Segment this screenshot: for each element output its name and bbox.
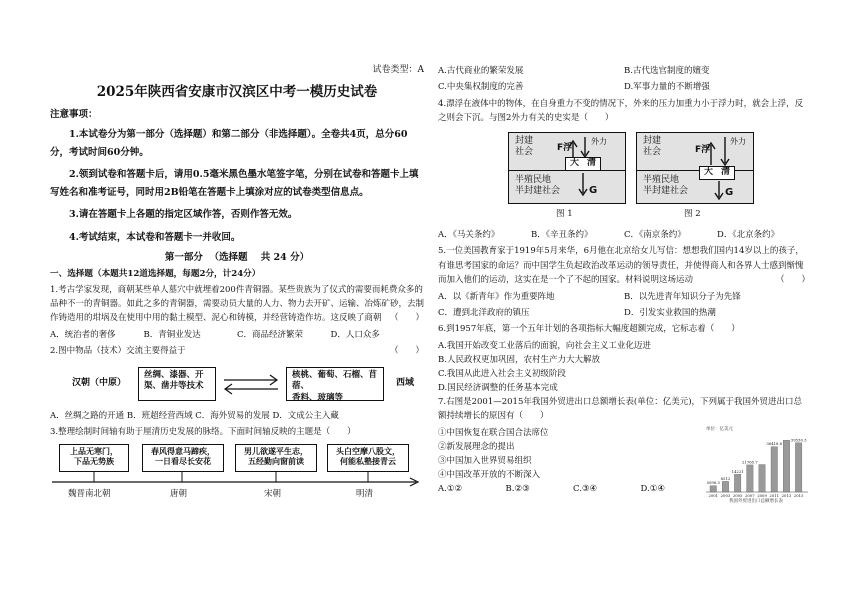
q6-option-d: D.国民经济调整的任务基本完成 xyxy=(438,382,558,393)
q2-text: 2.图中物品（技术）交流主要得益于 xyxy=(50,346,186,357)
timeline-box-2-line-2: 一日看尽长安花 xyxy=(155,456,211,467)
q1-stem xyxy=(50,283,424,326)
q3-option-d: D.军事力量的不断增强 xyxy=(624,82,710,93)
chart-bar-2013 xyxy=(783,440,790,492)
note-1: 1.本试卷分为第一部分（选择题）和第二部分（非选择题）。全卷共4页，总分60分，考试时间60分钟。 xyxy=(50,129,408,158)
q5-option-d: D．引发实业救国的热潮 xyxy=(624,307,716,318)
q4-option-c: C．《南京条约》 xyxy=(624,229,686,240)
q3-option-c: C.中央集权制度的完善 xyxy=(438,82,524,93)
chart-bar-2009 xyxy=(759,464,766,491)
q4-stem: 4.漂浮在液体中的物体，在自身重力不变的情况下，外来的压力加重力小于浮力时，就会上浮，反之则会下沉。与图2外力有关的史实是（ ） xyxy=(438,98,804,124)
fig1-bottom-line-2: 半封建社会 xyxy=(515,186,561,196)
chart-value-label-2005: 14221 xyxy=(731,468,744,474)
era-label-1: 魏晋南北朝 xyxy=(68,488,111,499)
q3-option-a: A.古代商业的繁荣发展 xyxy=(438,66,524,76)
timeline-box-2-line-1: 春风得意马蹄疾， xyxy=(151,445,215,456)
fig1-top-line-2: 社会 xyxy=(515,147,534,157)
right-column xyxy=(438,64,810,504)
fig2-block-char-1: 大 xyxy=(703,167,713,177)
fig1-qing-block xyxy=(565,157,601,171)
timeline-box-3-line-1: 男儿欲遂平生志， xyxy=(244,445,308,456)
q7-option-b: B.②③ xyxy=(505,483,530,494)
q4-figures xyxy=(438,128,810,226)
timeline-box-2 xyxy=(142,444,224,472)
chart-bar-2007 xyxy=(747,465,754,492)
chart-category-label-2003: 2003 xyxy=(720,492,731,498)
chart-category-label-2007: 2007 xyxy=(745,492,755,498)
timeline-box-1-line-1: 上品无寒门， xyxy=(70,445,118,456)
q2-stem xyxy=(50,344,424,358)
chart-value-label-2001: 5096.5 xyxy=(706,479,720,485)
timeline-box-1 xyxy=(59,444,129,472)
q4-options xyxy=(438,228,810,242)
q1-option-d: D．人口众多 xyxy=(330,329,380,340)
timeline-box-3 xyxy=(235,444,317,472)
chart-category-label-2015: 2015 xyxy=(793,492,804,498)
chart-value-label-2007: 21765.7 xyxy=(741,459,758,465)
fig2-qing-block xyxy=(699,166,735,180)
q3-timeline xyxy=(50,444,424,502)
q7-option-d: D.①④ xyxy=(640,483,665,494)
fig2-force-label: 外力 xyxy=(730,136,746,146)
q3-option-b: B.古代选官制度的嬗变 xyxy=(624,66,710,76)
fig1-gravity-label: G xyxy=(589,184,598,196)
fig2-bottom-line-2: 半封建社会 xyxy=(643,186,689,196)
q6-stem: 6.到1957年底，第一个五年计划的各项指标大幅度超额完成，它标志着（ ） xyxy=(438,324,740,335)
timeline-box-4-line-1: 头白空摩八股文， xyxy=(336,445,400,456)
chart-bar-2003 xyxy=(722,481,729,492)
fig1-block-char-1: 大 xyxy=(569,158,579,168)
fig1-float-label: F浮 xyxy=(557,142,573,153)
q2-right-line-2: 香料、玻璃等 xyxy=(292,392,344,403)
fig1-bottom-line-1: 半殖民地 xyxy=(515,174,552,185)
fig2-top-line-2: 社会 xyxy=(643,147,662,157)
q7-option-a: A.①② xyxy=(438,483,463,494)
era-label-4: 明清 xyxy=(356,488,374,499)
timeline-box-4 xyxy=(327,444,409,472)
left-column xyxy=(50,64,424,502)
chart-value-label-2015: 39530.3 xyxy=(790,437,807,443)
fig1-caption: 图 1 xyxy=(556,208,573,219)
chart-bar-2015 xyxy=(795,443,802,492)
timeline-box-3-line-2: 五经勤向窗前读 xyxy=(248,456,304,467)
q7-item-3: ③中国加入世界贸易组织 xyxy=(438,455,532,466)
q3-options-row-1 xyxy=(438,64,810,78)
q6-option-a: A.我国开始改变工业落后的面貌，向社会主义工业化迈进 xyxy=(438,340,651,351)
figure-1 xyxy=(508,132,626,204)
exchange-arrows-icon xyxy=(222,372,280,396)
q2-right-label: 西域 xyxy=(396,377,415,388)
note-2: 2.领到试卷和答题卡后，请用0.5毫米黑色墨水笔签字笔，分别在试卷和答题卡上填写姓名和准考证号，同时用2B铅笔在答题卡上填涂对应的试卷类型信息点。 xyxy=(50,169,419,198)
note-4: 4.考试结束，本试卷和答题卡一并收回。 xyxy=(69,231,241,243)
q2-left-label: 汉朝（中原） xyxy=(72,377,127,388)
chart-bar-2001 xyxy=(710,485,717,491)
era-label-3: 宋朝 xyxy=(264,488,282,499)
q2-left-box xyxy=(138,367,216,401)
paper-type: 试卷类型：A xyxy=(372,65,424,75)
q1-paren: （ ） xyxy=(389,313,424,324)
trade-bar-chart xyxy=(702,422,810,504)
q7-item-2: ②新发展理念的提出 xyxy=(438,441,515,452)
fig2-top-line-1: 封建 xyxy=(643,135,662,146)
part1-title: 第一部分 （选择题 共 24 分） xyxy=(164,252,310,264)
q5-text: 5.一位美国教育家于1919年5月来华，6月他在北京给女儿写信：想想我们国内14岁以上的孩子，有谁思考国家的命运？而中国学生负起政治改革运动的领导责任，并使得商人和各界人士感到惭愧而加入他们的运动，这实在是一个了不起的国家。材料说明这场运动 xyxy=(438,246,804,286)
q7-item-1: ①中国恢复在联合国合法席位 xyxy=(438,427,549,438)
q7-item-4: ④中国改革开放的不断深入 xyxy=(438,469,541,480)
chart-category-label-2011: 2011 xyxy=(769,492,780,498)
q7-body xyxy=(438,426,810,504)
q1-option-b: B．青铜业发达 xyxy=(143,329,201,340)
fig1-block-char-2: 清 xyxy=(586,158,596,168)
chart-category-label-2005: 2005 xyxy=(732,492,743,498)
note-3: 3.请在答题卡上各题的指定区域作答，否则作答无效。 xyxy=(69,209,298,221)
q1-option-a: A．统治者的奢侈 xyxy=(50,329,116,340)
q2-options: A．丝绸之路的开通 B．班超经营西域 C．海外贸易的发展 D．文成公主入藏 xyxy=(50,410,339,421)
fig1-top-line-1: 封建 xyxy=(515,135,534,146)
q2-left-line-2: 渠、凿井等技术 xyxy=(144,381,204,392)
q5-options-row-1 xyxy=(438,290,810,304)
q2-diagram xyxy=(72,363,424,405)
q6-option-b: B.人民政权更加巩固，农村生产力大大解放 xyxy=(438,354,600,365)
chart-bar-2005 xyxy=(734,474,741,492)
q4-option-d: D．《北京条约》 xyxy=(717,229,780,240)
chart-value-label-2011: 36418.6 xyxy=(766,440,783,446)
q6-option-c: C.我国从此进入社会主义初级阶段 xyxy=(438,368,566,379)
exam-title: 2025年陕西省安康市汉滨区中考一模历史试卷 xyxy=(96,83,378,100)
q5-option-c: C．遭到北洋政府的镇压 xyxy=(438,307,530,318)
fig2-block-char-2: 清 xyxy=(720,167,730,177)
chart-category-label-2009: 2009 xyxy=(757,492,767,498)
fig2-caption: 图 2 xyxy=(684,208,701,219)
q7-stem: 7.右图是2001—2015年我国外贸进出口总额增长表(单位：亿美元)，下列属于我国外贸进出口总额持续增长的原因有（ ） xyxy=(438,396,803,422)
fig2-gravity-label: G xyxy=(725,186,734,198)
q5-paren: （ ） xyxy=(775,275,810,286)
era-label-2: 唐朝 xyxy=(170,488,188,499)
q5-options-row-2 xyxy=(438,306,810,320)
q2-left-line-1: 丝绸、漆器、开 xyxy=(144,369,204,380)
chart-title: 我国外贸进出口总额增长表 xyxy=(729,498,783,504)
q2-right-line-1: 核桃、葡萄、石榴、苜蓿、 xyxy=(292,369,378,392)
q4-option-b: B．《辛丑条约》 xyxy=(531,229,593,240)
q1-options xyxy=(50,328,424,342)
q2-paren: （ ） xyxy=(389,346,424,357)
q2-right-box xyxy=(286,367,384,401)
q1-option-c: C．商品经济繁荣 xyxy=(237,329,304,340)
notes-heading: 注意事项： xyxy=(50,108,98,120)
q5-option-b: B．以先进青年知识分子为先锋 xyxy=(624,291,741,302)
q7-options xyxy=(438,482,708,496)
chart-category-label-2001: 2001 xyxy=(708,492,719,498)
q5-option-a: A．以《新青年》作为重要阵地 xyxy=(438,291,555,302)
q1-text: 1.考古学家发现，商朝某些单人墓穴中就埋着200件青铜器。某些贵族为了仪式的需要而耗费众多的品种不一的青铜器。如此之多的青铜器，需要动员大量的人力、物力去开矿、运输、冶炼矿砂，去制作铸造用的坩埚及在使用中用的黏土模型、泥心和铸模，并经营铸造作坊。这反映了商朝 xyxy=(50,284,425,324)
timeline-box-1-line-2: 下品无势族 xyxy=(74,456,114,467)
q3-options-row-2 xyxy=(438,80,810,94)
q7-option-c: C.③④ xyxy=(573,483,598,494)
chart-value-label-2003: 8512 xyxy=(720,475,731,481)
figure-2 xyxy=(636,132,754,204)
chart-category-label-2013: 2013 xyxy=(781,492,792,498)
timeline-box-4-line-2: 何能私塾接青云 xyxy=(340,456,396,467)
q5-stem xyxy=(438,244,810,287)
fig2-float-label: F浮 xyxy=(695,144,711,155)
q4-option-a: A．《马关条约》 xyxy=(438,229,500,240)
chart-bar-2011 xyxy=(771,446,778,491)
q3-stem: 3.整理绘制时间轴有助于厘清历史发展的脉络。下面时间轴反映的主题是（ ） xyxy=(50,427,356,438)
section-title: 一、选择题（本题共12道选择题，每题2分，计24分） xyxy=(50,268,261,279)
fig2-bottom-line-1: 半殖民地 xyxy=(643,174,680,185)
chart-unit-label: 单位：亿美元 xyxy=(706,426,733,432)
fig1-force-label: 外力 xyxy=(591,136,607,146)
